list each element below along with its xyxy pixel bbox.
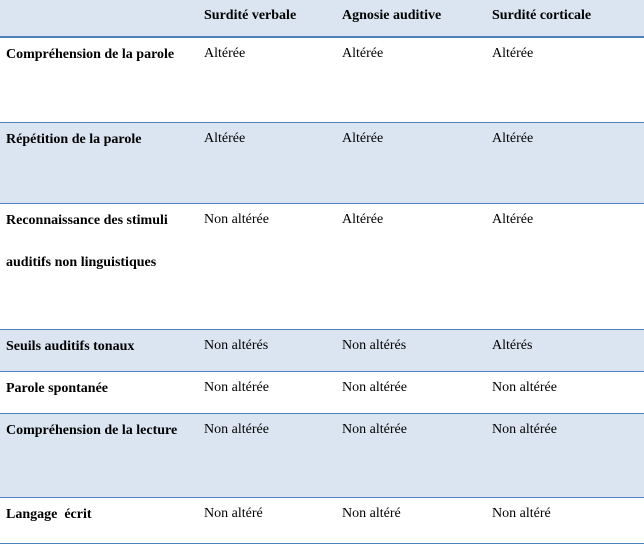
row-label-text: Langage écrit — [6, 506, 92, 522]
table-cell: Non altérée — [336, 413, 486, 497]
row-label — [0, 497, 198, 543]
table-cell: Altérée — [198, 122, 336, 203]
table-cell: Non altérée — [486, 371, 644, 413]
table-cell: Non altéré — [198, 497, 336, 543]
table-cell: Non altéré — [336, 497, 486, 543]
header-surdite-corticale: Surdité corticale — [486, 0, 644, 37]
table-row — [0, 37, 644, 122]
row-label — [0, 413, 198, 497]
row-label-text: Parole spontanée — [6, 380, 109, 396]
table-cell: Non altérée — [198, 413, 336, 497]
table-cell: Altérée — [486, 37, 644, 122]
table-cell: Altérée — [486, 122, 644, 203]
header-agnosie-auditive: Agnosie auditive — [336, 0, 486, 37]
row-label — [0, 371, 198, 413]
row-label-text: Répétition de la parole — [6, 131, 142, 147]
table-row — [0, 413, 644, 497]
header-surdite-verbale: Surdité verbale — [198, 0, 336, 37]
table-cell: Altérée — [336, 203, 486, 329]
row-label-text: Compréhension de la parole — [6, 47, 175, 62]
table-row — [0, 122, 644, 203]
table-cell: Non altérée — [198, 371, 336, 413]
row-label — [0, 122, 198, 203]
row-label — [0, 203, 198, 329]
table-cell: Non altérée — [486, 413, 644, 497]
row-label-text: Compréhension de la lecture — [6, 422, 178, 438]
row-label — [0, 37, 198, 122]
table-row — [0, 329, 644, 371]
table-cell: Altérée — [336, 122, 486, 203]
table-cell: Altérée — [486, 203, 644, 329]
table-cell: Non altérés — [198, 329, 336, 371]
row-label — [0, 329, 198, 371]
table-cell: Altérés — [486, 329, 644, 371]
row-label-text: Reconnaissance des stimuli auditifs non linguistiques — [6, 212, 168, 270]
table-cell: Non altérée — [198, 203, 336, 329]
table-cell: Non altérés — [336, 329, 486, 371]
table-cell: Non altéré — [486, 497, 644, 543]
header-corner — [0, 0, 198, 37]
table-row — [0, 497, 644, 543]
row-label-text: Seuils auditifs tonaux — [6, 338, 135, 354]
table-cell: Altérée — [198, 37, 336, 122]
table-row — [0, 203, 644, 329]
table-cell: Altérée — [336, 37, 486, 122]
table-row — [0, 371, 644, 413]
table-header-row — [0, 0, 644, 37]
table-cell: Non altérée — [336, 371, 486, 413]
